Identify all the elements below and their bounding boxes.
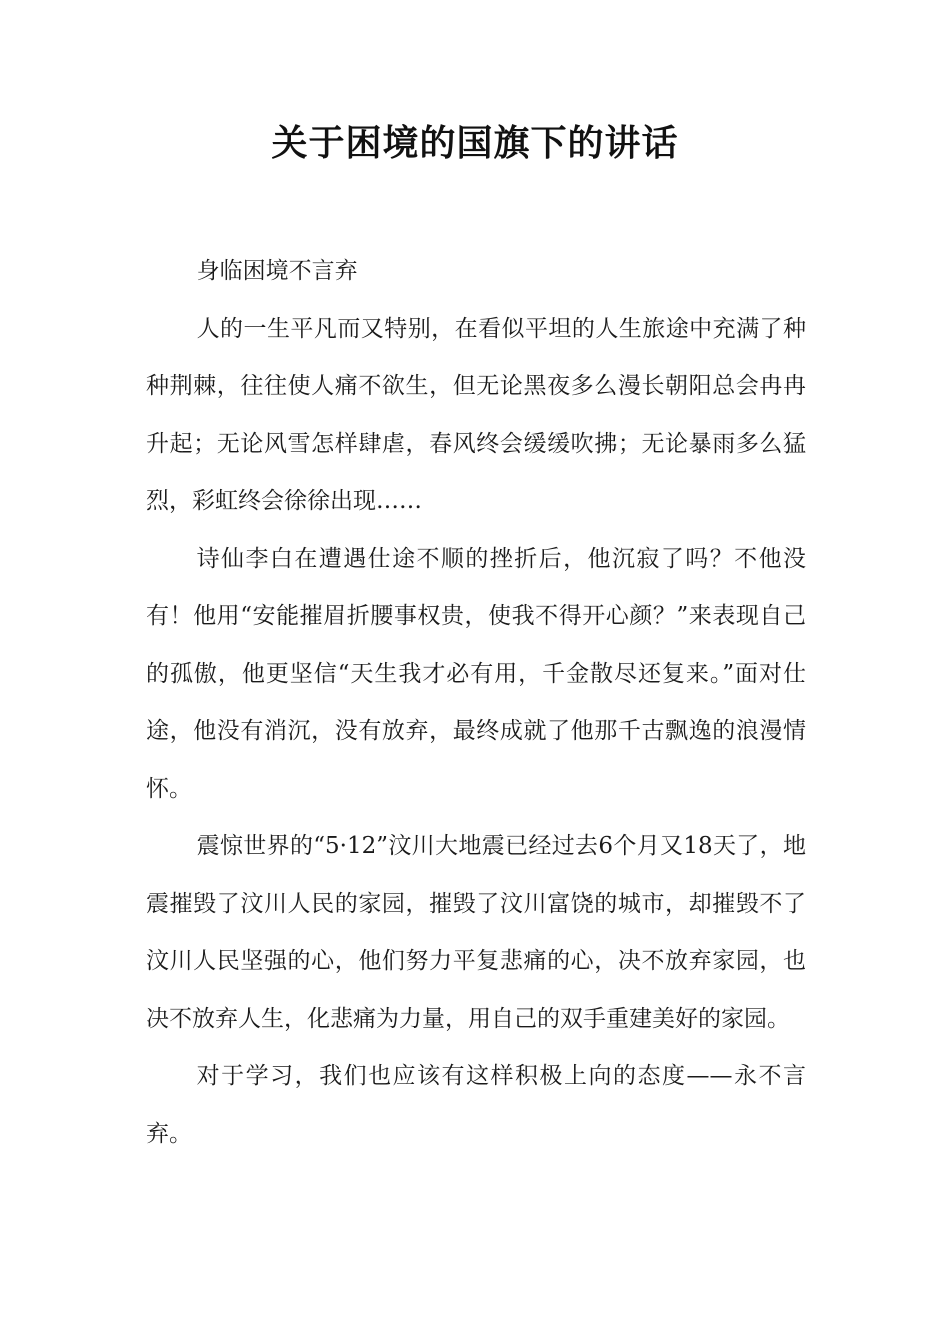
document-body bbox=[146, 243, 806, 1163]
document-title: 关于困境的国旗下的讲话 bbox=[271, 123, 679, 164]
paragraph-1: 人的一生平凡而又特别，在看似平坦的人生旅途中充满了种种荆棘，往往使人痛不欲生，但无论黑夜多么漫长朝阳总会冉冉升起；无论风雪怎样肆虐，春风终会缓缓吹拂；无论暴雨多么猛烈，彩虹终会徐徐出现…… bbox=[146, 315, 806, 514]
paragraph-4: 对于学习，我们也应该有这样积极上向的态度——永不言弃。 bbox=[146, 1063, 806, 1147]
paragraph-2: 诗仙李白在遭遇仕途不顺的挫折后，他沉寂了吗？不他没有！他用“安能摧眉折腰事权贵，使我不得开心颜？”来表现自己的孤傲，他更坚信“天生我才必有用，千金散尽还复来。”面对仕途，他没有消沉，没有放弃，最终成就了他那千古飘逸的浪漫情怀。 bbox=[146, 545, 806, 802]
paragraph-subtitle: 身临困境不言弃 bbox=[196, 258, 358, 284]
paragraph-3: 震惊世界的“5·12”汶川大地震已经过去6个月又18天了，地震摧毁了汶川人民的家园，摧毁了汶川富饶的城市，却摧毁不了汶川人民坚强的心，他们努力平复悲痛的心，决不放弃家园，也决不放弃人生，化悲痛为力量，用自己的双手重建美好的家园。 bbox=[146, 833, 806, 1032]
